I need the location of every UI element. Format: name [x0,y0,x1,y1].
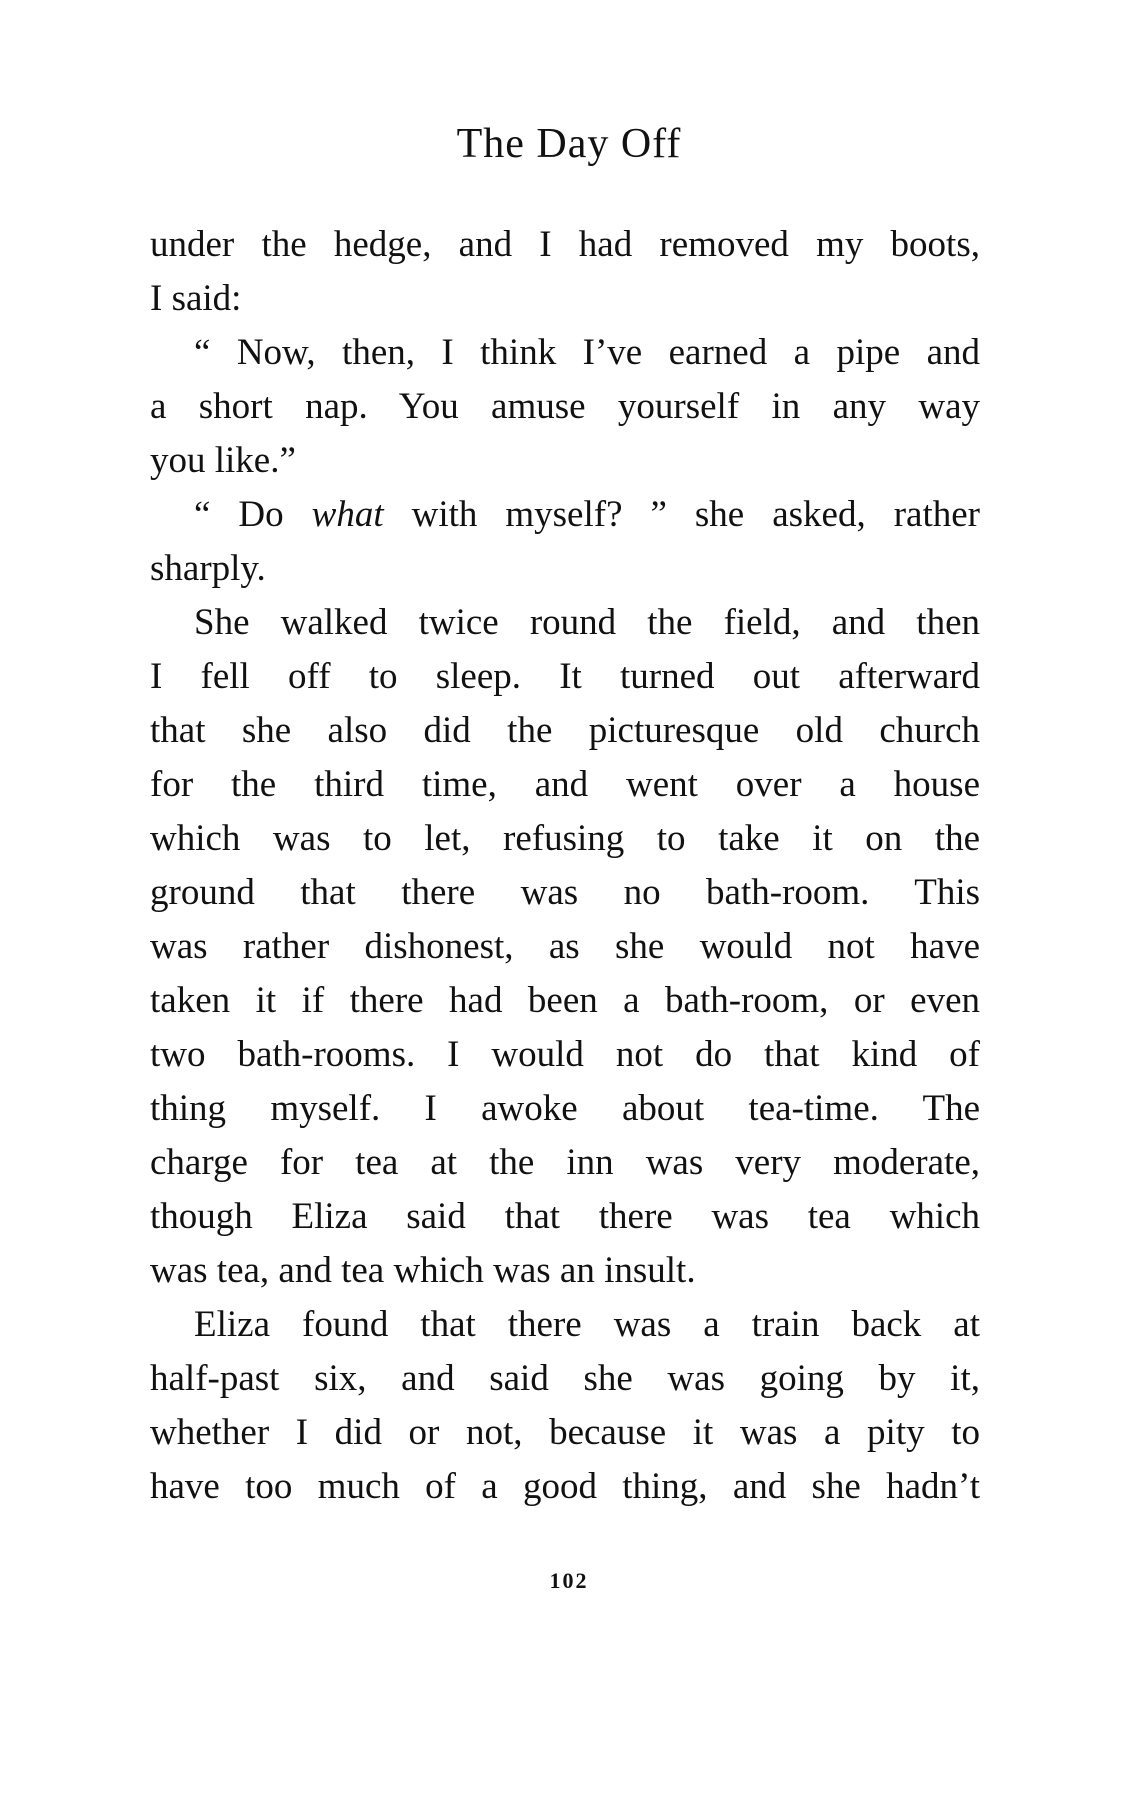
text-line: I fell off to sleep. It turned out afterward [150,656,980,697]
emphasis-word: what [311,494,384,535]
text-line: thing myself. I awoke about tea-time. The [150,1088,980,1129]
text-line: have too much of a good thing, and she hadn’t [150,1466,980,1507]
text-line: charge for tea at the inn was very moderate, [150,1142,980,1183]
text-line: “ Now, then, I think I’ve earned a pipe and [194,332,980,373]
text-line: for the third time, and went over a house [150,764,980,805]
text-line: though Eliza said that there was tea which [150,1196,980,1237]
text-line: She walked twice round the field, and then [194,602,980,643]
text-fragment: with myself? ” she asked, rather [383,494,980,535]
body-text [150,218,980,1514]
text-line: I said: [150,278,242,319]
text-line: ground that there was no bath-room. This [150,872,980,913]
text-line: a short nap. You amuse yourself in any way [150,386,980,427]
text-fragment: “ Do [194,494,312,535]
text-line: Eliza found that there was a train back at [194,1304,980,1345]
running-title: The Day Off [456,121,682,167]
text-line: was tea, and tea which was an insult. [150,1250,696,1291]
text-line: half-past six, and said she was going by it, [150,1358,980,1399]
text-line: under the hedge, and I had removed my boots, [150,224,980,265]
text-line: two bath-rooms. I would not do that kind of [150,1034,980,1075]
text-line: sharply. [150,548,266,589]
text-line: taken it if there had been a bath-room, or even [150,980,980,1021]
page-number: 102 [549,1568,589,1593]
text-line: whether I did or not, because it was a pity to [150,1412,980,1453]
text-line: was rather dishonest, as she would not have [150,926,980,967]
text-line: which was to let, refusing to take it on the [150,818,980,859]
text-line-with-emphasis [150,488,980,542]
text-line: you like.” [150,440,296,481]
text-line: that she also did the picturesque old church [150,710,980,751]
